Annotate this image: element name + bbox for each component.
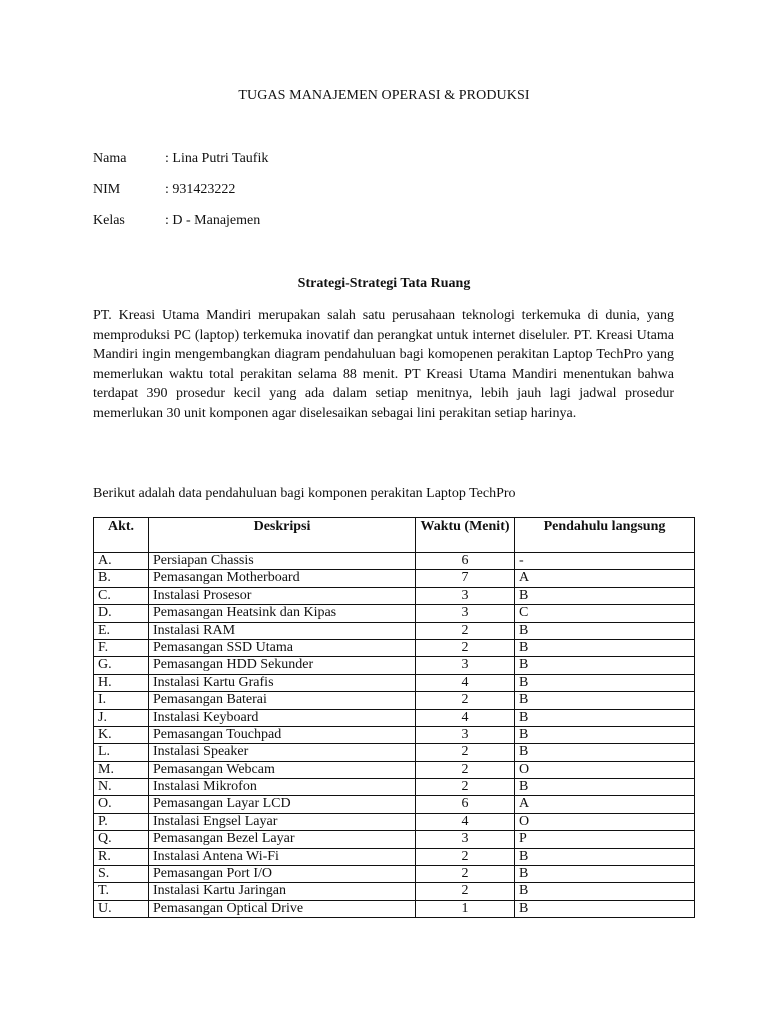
cell-pendahulu: B bbox=[515, 883, 695, 900]
cell-akt: P. bbox=[94, 813, 149, 830]
table-row bbox=[94, 605, 695, 622]
cell-waktu: 2 bbox=[416, 779, 515, 796]
cell-deskripsi: Pemasangan Bezel Layar bbox=[149, 831, 416, 848]
table-row bbox=[94, 726, 695, 743]
cell-deskripsi: Pemasangan Motherboard bbox=[149, 570, 416, 587]
kelas-value: : D - Manajemen bbox=[165, 213, 261, 228]
header-akt: Akt. bbox=[94, 518, 149, 553]
table-row bbox=[94, 657, 695, 674]
cell-akt: N. bbox=[94, 779, 149, 796]
cell-pendahulu: O bbox=[515, 761, 695, 778]
cell-pendahulu: B bbox=[515, 674, 695, 691]
cell-deskripsi: Pemasangan Touchpad bbox=[149, 726, 416, 743]
cell-deskripsi: Pemasangan HDD Sekunder bbox=[149, 657, 416, 674]
table-body bbox=[94, 553, 695, 918]
cell-waktu: 2 bbox=[416, 761, 515, 778]
table-row bbox=[94, 796, 695, 813]
precedence-table bbox=[93, 517, 695, 918]
table-row bbox=[94, 813, 695, 830]
cell-waktu: 2 bbox=[416, 622, 515, 639]
nim-label: NIM bbox=[93, 182, 121, 197]
cell-deskripsi: Pemasangan Layar LCD bbox=[149, 796, 416, 813]
cell-pendahulu: B bbox=[515, 848, 695, 865]
nim-value: : 931423222 bbox=[165, 182, 236, 197]
table-row bbox=[94, 866, 695, 883]
cell-waktu: 3 bbox=[416, 726, 515, 743]
table-row bbox=[94, 622, 695, 639]
cell-waktu: 3 bbox=[416, 587, 515, 604]
header-pendahulu: Pendahulu langsung bbox=[515, 518, 695, 553]
cell-akt: G. bbox=[94, 657, 149, 674]
cell-pendahulu: C bbox=[515, 605, 695, 622]
nama-label: Nama bbox=[93, 151, 127, 166]
cell-pendahulu: O bbox=[515, 813, 695, 830]
cell-waktu: 4 bbox=[416, 674, 515, 691]
cell-waktu: 3 bbox=[416, 657, 515, 674]
table-row bbox=[94, 639, 695, 656]
cell-pendahulu: B bbox=[515, 779, 695, 796]
cell-pendahulu: A bbox=[515, 796, 695, 813]
cell-deskripsi: Pemasangan Optical Drive bbox=[149, 900, 416, 917]
cell-deskripsi: Pemasangan Webcam bbox=[149, 761, 416, 778]
cell-deskripsi: Instalasi Kartu Grafis bbox=[149, 674, 416, 691]
cell-waktu: 3 bbox=[416, 605, 515, 622]
table-row bbox=[94, 848, 695, 865]
cell-akt: U. bbox=[94, 900, 149, 917]
cell-deskripsi: Persiapan Chassis bbox=[149, 553, 416, 570]
cell-akt: S. bbox=[94, 866, 149, 883]
cell-akt: A. bbox=[94, 553, 149, 570]
cell-akt: B. bbox=[94, 570, 149, 587]
table-row bbox=[94, 587, 695, 604]
kelas-label: Kelas bbox=[93, 213, 125, 228]
cell-akt: I. bbox=[94, 692, 149, 709]
table-row bbox=[94, 553, 695, 570]
cell-pendahulu: B bbox=[515, 900, 695, 917]
table-row bbox=[94, 570, 695, 587]
cell-pendahulu: B bbox=[515, 726, 695, 743]
nama-value: : Lina Putri Taufik bbox=[165, 151, 269, 166]
cell-akt: M. bbox=[94, 761, 149, 778]
cell-deskripsi: Instalasi Engsel Layar bbox=[149, 813, 416, 830]
cell-akt: E. bbox=[94, 622, 149, 639]
table-row bbox=[94, 779, 695, 796]
cell-deskripsi: Instalasi Mikrofon bbox=[149, 779, 416, 796]
cell-pendahulu: B bbox=[515, 622, 695, 639]
cell-waktu: 2 bbox=[416, 848, 515, 865]
cell-deskripsi: Instalasi Antena Wi-Fi bbox=[149, 848, 416, 865]
cell-waktu: 6 bbox=[416, 553, 515, 570]
cell-waktu: 2 bbox=[416, 883, 515, 900]
cell-waktu: 7 bbox=[416, 570, 515, 587]
table-row bbox=[94, 761, 695, 778]
table-row bbox=[94, 744, 695, 761]
cell-pendahulu: A bbox=[515, 570, 695, 587]
cell-akt: Q. bbox=[94, 831, 149, 848]
table-row bbox=[94, 900, 695, 917]
cell-pendahulu: B bbox=[515, 639, 695, 656]
cell-pendahulu: B bbox=[515, 709, 695, 726]
cell-deskripsi: Instalasi RAM bbox=[149, 622, 416, 639]
cell-deskripsi: Instalasi Speaker bbox=[149, 744, 416, 761]
cell-waktu: 2 bbox=[416, 744, 515, 761]
cell-waktu: 1 bbox=[416, 900, 515, 917]
table-row bbox=[94, 709, 695, 726]
cell-pendahulu: B bbox=[515, 587, 695, 604]
cell-waktu: 2 bbox=[416, 692, 515, 709]
cell-deskripsi: Instalasi Keyboard bbox=[149, 709, 416, 726]
cell-akt: F. bbox=[94, 639, 149, 656]
cell-deskripsi: Pemasangan Heatsink dan Kipas bbox=[149, 605, 416, 622]
cell-deskripsi: Pemasangan Baterai bbox=[149, 692, 416, 709]
table-row bbox=[94, 831, 695, 848]
header-deskripsi: Deskripsi bbox=[149, 518, 416, 553]
cell-akt: L. bbox=[94, 744, 149, 761]
info-row-nim bbox=[93, 182, 235, 198]
cell-akt: C. bbox=[94, 587, 149, 604]
cell-pendahulu: B bbox=[515, 866, 695, 883]
cell-pendahulu: P bbox=[515, 831, 695, 848]
table-intro: Berikut adalah data pendahuluan bagi komponen perakitan Laptop TechPro bbox=[93, 486, 516, 501]
cell-pendahulu: - bbox=[515, 553, 695, 570]
table-header-row bbox=[94, 518, 695, 553]
cell-waktu: 3 bbox=[416, 831, 515, 848]
body-paragraph: PT. Kreasi Utama Mandiri merupakan salah satu perusahaan teknologi terkemuka di dunia, yang memproduksi PC (laptop) terkemuka inovatif dan perangkat untuk internet diseluler. PT. Kreasi Utama Mandiri ingin mengembangkan diagram pendahuluan bagi komopenen perakitan Laptop TechPro yang memerlukan waktu total perakitan selama 88 menit. PT Kreasi Utama Mandiri menentukan bahwa terdapat 390 prosedur kecil yang ada dalam setiap menitnya, lebih jauh lagi jadwal prosedur memerlukan 30 unit komponen agar diselesaikan sebagai lini perakitan setiap harinya. bbox=[93, 308, 674, 421]
cell-pendahulu: B bbox=[515, 692, 695, 709]
table-row bbox=[94, 674, 695, 691]
cell-waktu: 2 bbox=[416, 639, 515, 656]
cell-akt: H. bbox=[94, 674, 149, 691]
info-row-nama bbox=[93, 151, 268, 167]
cell-akt: J. bbox=[94, 709, 149, 726]
header-waktu: Waktu (Menit) bbox=[416, 518, 515, 553]
cell-deskripsi: Instalasi Prosesor bbox=[149, 587, 416, 604]
info-row-kelas bbox=[93, 213, 260, 229]
cell-waktu: 2 bbox=[416, 866, 515, 883]
cell-waktu: 6 bbox=[416, 796, 515, 813]
cell-deskripsi: Instalasi Kartu Jaringan bbox=[149, 883, 416, 900]
table-row bbox=[94, 883, 695, 900]
cell-pendahulu: B bbox=[515, 657, 695, 674]
cell-akt: T. bbox=[94, 883, 149, 900]
cell-akt: O. bbox=[94, 796, 149, 813]
cell-akt: D. bbox=[94, 605, 149, 622]
table-row bbox=[94, 692, 695, 709]
cell-akt: K. bbox=[94, 726, 149, 743]
cell-deskripsi: Pemasangan Port I/O bbox=[149, 866, 416, 883]
cell-deskripsi: Pemasangan SSD Utama bbox=[149, 639, 416, 656]
cell-pendahulu: B bbox=[515, 744, 695, 761]
document-title: TUGAS MANAJEMEN OPERASI & PRODUKSI bbox=[238, 88, 530, 103]
cell-akt: R. bbox=[94, 848, 149, 865]
cell-waktu: 4 bbox=[416, 709, 515, 726]
cell-waktu: 4 bbox=[416, 813, 515, 830]
section-heading: Strategi-Strategi Tata Ruang bbox=[297, 276, 471, 291]
